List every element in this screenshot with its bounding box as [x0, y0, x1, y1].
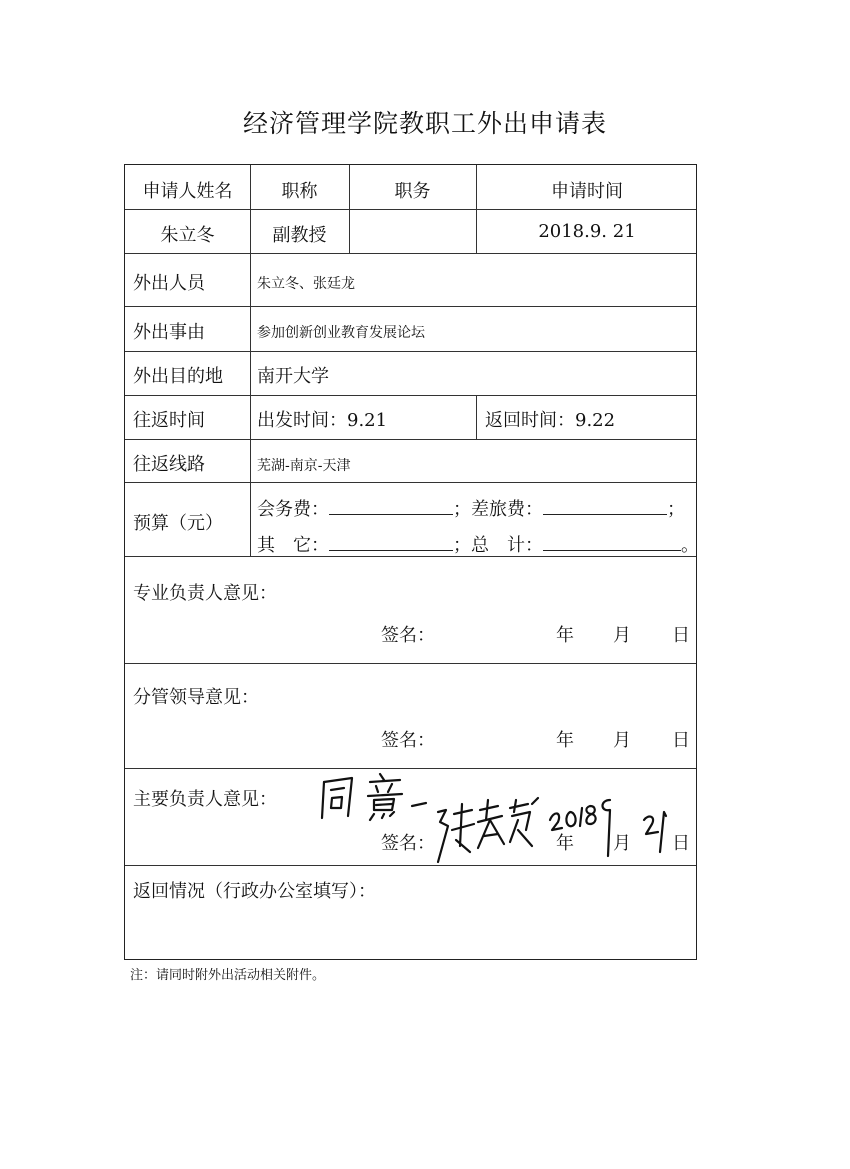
sign-label: 签名：: [381, 625, 435, 646]
handwritten-signature: [432, 790, 552, 874]
return-label: 返回时间：: [485, 410, 575, 431]
divider: [125, 482, 696, 483]
header-title-rank: 职称: [281, 181, 318, 202]
divider: [125, 253, 696, 254]
handwritten-date: [548, 790, 698, 874]
sign-label: 签名：: [381, 730, 435, 751]
total-label: 总 计：: [471, 535, 543, 556]
footnote: 注：请同时附外出活动相关附件。: [130, 968, 326, 983]
destination-label: 外出目的地: [133, 366, 223, 387]
total-blank: [543, 534, 681, 551]
month-label: 月: [613, 625, 631, 646]
meeting-fee-row: [257, 495, 685, 521]
divider: [125, 663, 696, 664]
personnel-value: 朱立冬、张廷龙: [257, 276, 355, 292]
applicant-rank-value: 副教授: [272, 225, 327, 246]
header-apply-time: 申请时间: [551, 181, 623, 202]
day-label: 日: [672, 833, 690, 854]
destination-value: 南开大学: [257, 366, 329, 387]
time-label: 往返时间: [133, 410, 205, 431]
return-time: [485, 406, 615, 432]
form-title: 经济管理学院教职工外出申请表: [242, 109, 607, 138]
route-label: 往返线路: [133, 454, 205, 475]
divider: [125, 351, 696, 352]
year-label: 年: [556, 730, 574, 751]
month-label: 月: [613, 833, 631, 854]
year-label: 年: [556, 833, 574, 854]
other-fee-row: [257, 531, 699, 557]
year-label: 年: [556, 625, 574, 646]
divider: [250, 253, 251, 556]
handwritten-opinion: [318, 770, 428, 834]
budget-semicolon: ；: [667, 499, 685, 520]
divider: [125, 395, 696, 396]
header-applicant-name: 申请人姓名: [142, 181, 233, 202]
day-label: 日: [672, 730, 690, 751]
travel-fee-label: 差旅费：: [471, 499, 543, 520]
meeting-fee-blank: [329, 498, 453, 515]
budget-semicolon: ；: [453, 499, 471, 520]
meeting-fee-label: 会务费：: [257, 499, 329, 520]
other-blank: [329, 534, 453, 551]
month-label: 月: [613, 730, 631, 751]
division-leader-opinion-label: 分管领导意见：: [133, 687, 259, 708]
depart-value: 9.21: [347, 410, 388, 431]
depart-time: [257, 406, 387, 432]
day-label: 日: [672, 625, 690, 646]
personnel-label: 外出人员: [133, 273, 205, 294]
divider: [125, 306, 696, 307]
major-head-opinion-label: 专业负责人意见：: [133, 583, 277, 604]
return-info-label: 返回情况（行政办公室填写）：: [133, 881, 376, 902]
budget-label: 预算（元）: [133, 513, 223, 534]
budget-period: 。: [681, 535, 699, 556]
sign-label: 签名：: [381, 833, 435, 854]
reason-label: 外出事由: [133, 322, 205, 343]
divider: [125, 439, 696, 440]
reason-value: 参加创新创业教育发展论坛: [257, 325, 425, 341]
travel-fee-blank: [543, 498, 667, 515]
header-position: 职务: [394, 181, 431, 202]
budget-semicolon: ；: [453, 535, 471, 556]
depart-label: 出发时间：: [257, 410, 347, 431]
route-value: 芜湖-南京-天津: [257, 458, 351, 474]
divider: [125, 209, 696, 210]
main-head-opinion-label: 主要负责人意见：: [133, 789, 277, 810]
divider: [125, 768, 696, 769]
applicant-name-value: 朱立冬: [160, 225, 215, 246]
return-value: 9.22: [575, 410, 616, 431]
other-label: 其 它：: [257, 535, 329, 556]
apply-date-value: 2018.9. 21: [538, 221, 636, 242]
divider: [476, 395, 477, 439]
